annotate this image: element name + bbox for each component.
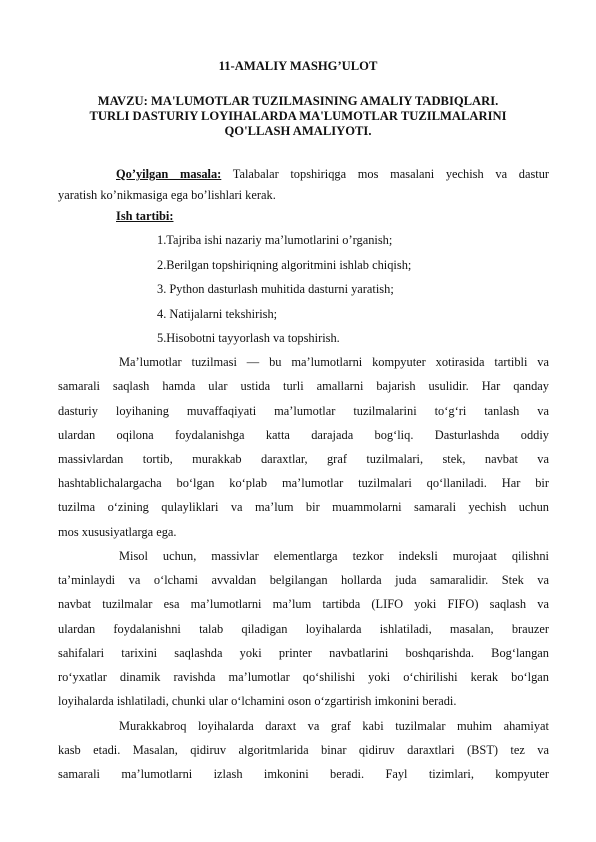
task-line-1: [116, 166, 549, 182]
paragraph-2-line: navbat tuzilmalar esa ma’lumotlarni ma’lum tartibda (LIFO yoki FIFO) saqlash va: [58, 597, 549, 611]
paragraph-1-line: samarali saqlash hamda ular ustida turli amallarni bajarish usulidir. Har qanday: [58, 379, 549, 393]
topic-line-2: TURLI DASTURIY LOYIHALARDA MA'LUMOTLAR TUZILMALARINI: [89, 109, 507, 123]
procedure-step: 2.Berilgan topshiriqning algoritmini ishlab chiqish;: [157, 258, 412, 272]
topic-line-1: MAVZU: MA'LUMOTLAR TUZILMASINING AMALIY TADBIQLARI.: [97, 94, 499, 108]
paragraph-1-line: Ma’lumotlar tuzilmasi — bu ma’lumotlarni kompyuter xotirasida tartibli va: [119, 355, 549, 369]
procedure-label-line: [116, 208, 596, 224]
paragraph-2-line: loyihalarda ishlatiladi, chunki ular o‘lchamini oson o‘zgartirish imkonini beradi.: [58, 694, 457, 708]
topic-line-3: QO'LLASH AMALIYOTI.: [224, 124, 372, 138]
paragraph-1-line: ulardan oqilona foydalanishga katta darajada bog‘liq. Dasturlashda oddiy: [58, 428, 549, 442]
procedure-label: Ish tartibi:: [116, 209, 174, 223]
procedure-step: 5.Hisobotni tayyorlash va topshirish.: [157, 331, 340, 345]
task-text-1: Talabalar topshiriqga mos masalani yechish va dastur: [232, 167, 550, 181]
paragraph-2-line: Misol uchun, massivlar elementlarga tezkor indeksli murojaat qilishni: [119, 549, 549, 563]
paragraph-2-line: ro‘yxatlar dinamik ravishda ma’lumotlar qo‘shilishi yoki o‘chirilishi kerak bo‘lgan: [58, 670, 549, 684]
paragraph-3-line: kasb etadi. Masalan, qidiruv algoritmlarida binar qidiruv daraxtlari (BST) tez va: [58, 743, 549, 757]
paragraph-2-line: ta’minlaydi va o‘lchami avvaldan belgilangan hollarda juda samaralidir. Stek va: [58, 573, 549, 587]
paragraph-3-line: samarali ma’lumotlarni izlash imkonini beradi. Fayl tizimlari, kompyuter: [58, 767, 549, 781]
procedure-step: 1.Tajriba ishi nazariy ma’lumotlarini o’rganish;: [157, 233, 393, 247]
paragraph-2-line: ulardan foydalanishni talab qiladigan loyihalarda ishlatiladi, masalan, brauzer: [58, 622, 549, 636]
paragraph-1-line: hashtablichalargacha bo‘lgan ko‘plab ma’lumotlar tuzilmalari qo‘llaniladi. Har bir: [58, 476, 549, 490]
paragraph-1-line: tuzilma o‘zining qulayliklari va ma’lum bir muammolarni samarali yechish uchun: [58, 500, 549, 514]
task-text-2: yaratish ko’nikmasiga ega bo’lishlari kerak.: [58, 188, 276, 202]
paragraph-3-line: Murakkabroq loyihalarda daraxt va graf kabi tuzilmalar muhim ahamiyat: [119, 719, 549, 733]
procedure-step: 3. Python dasturlash muhitida dasturni yaratish;: [157, 282, 394, 296]
paragraph-1-line: massivlardan tortib, murakkab daraxtlar, graf tuzilmalari, stek, navbat va: [58, 452, 549, 466]
paragraph-2-line: sahifalari tarixini saqlashda yoki printer navbatlarini boshqarishda. Bog‘langan: [58, 646, 549, 660]
procedure-step: 4. Natijalarni tekshirish;: [157, 307, 278, 321]
task-label: Qo’yilgan masala:: [116, 167, 222, 181]
paragraph-1-line: dasturiy loyihaning muvaffaqiyati ma’lumotlar tuzilmalarini to‘g‘ri tanlash va: [58, 404, 549, 418]
page-title: 11-AMALIY MASHG’ULOT: [218, 59, 378, 73]
paragraph-1-line: mos xususiyatlarga ega.: [58, 525, 177, 539]
